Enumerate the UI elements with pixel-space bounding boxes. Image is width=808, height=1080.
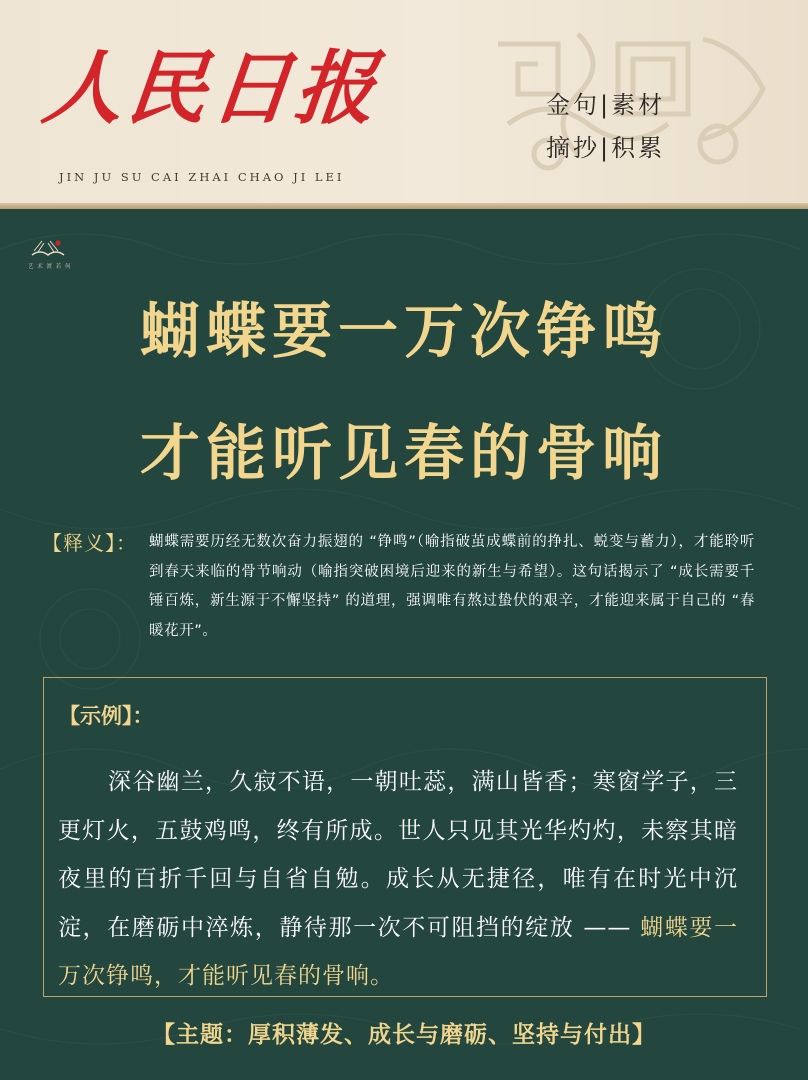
header-banner bbox=[0, 0, 808, 203]
example-body: 深谷幽兰，久寂不语，一朝吐蕊，满山皆香；寒窗学子，三更灯火，五鼓鸡鸣，终有所成。世人只见其光华灼灼，未察其暗夜里的百折千回与自省自勉。成长从无捷径，唯有在时光中沉淀，在磨砺中淬炼，静待那一次不可阻挡的绽放 —— bbox=[58, 769, 738, 941]
title-line-2: 才能听见春的骨响 bbox=[140, 419, 668, 489]
open-book-icon bbox=[28, 237, 68, 259]
example-text bbox=[58, 758, 738, 1001]
pinyin-subtitle: JIN JU SU CAI ZHAI CHAO JI LEI bbox=[59, 170, 345, 184]
newspaper-logo: 人民日报 bbox=[38, 41, 385, 135]
example-highlight: 蝴蝶要一万次铮鸣，才能听见春的骨响。 bbox=[58, 914, 739, 989]
category-tag-2: 摘抄|积累 bbox=[546, 134, 666, 162]
theme-line: 【主题：厚积薄发、成长与磨砺、坚持与付出】 bbox=[152, 1022, 656, 1048]
definition-label: 【释义】： bbox=[42, 531, 137, 555]
mini-logo-text: 艺 术 渡 若 何 bbox=[28, 264, 72, 270]
definition-text: 蝴蝶需要历经无数次奋力振翅的 “铮鸣”（喻指破茧成蝶前的挣扎、蜕变与蓄力），才能聆听到春天来临的骨节响动（喻指突破困境后迎来的新生与希望）。这句话揭示了 “成长需要千锤百炼，新生源于不懈坚持” 的道理，强调唯有熬过蛰伏的艰辛，才能迎来属于自己的 “春暖花开”。 bbox=[149, 534, 755, 639]
title-line-1: 蝴蝶要一万次铮鸣 bbox=[140, 297, 668, 367]
example-label: 【示例】： bbox=[59, 704, 154, 728]
category-tag-1: 金句|素材 bbox=[546, 91, 666, 119]
